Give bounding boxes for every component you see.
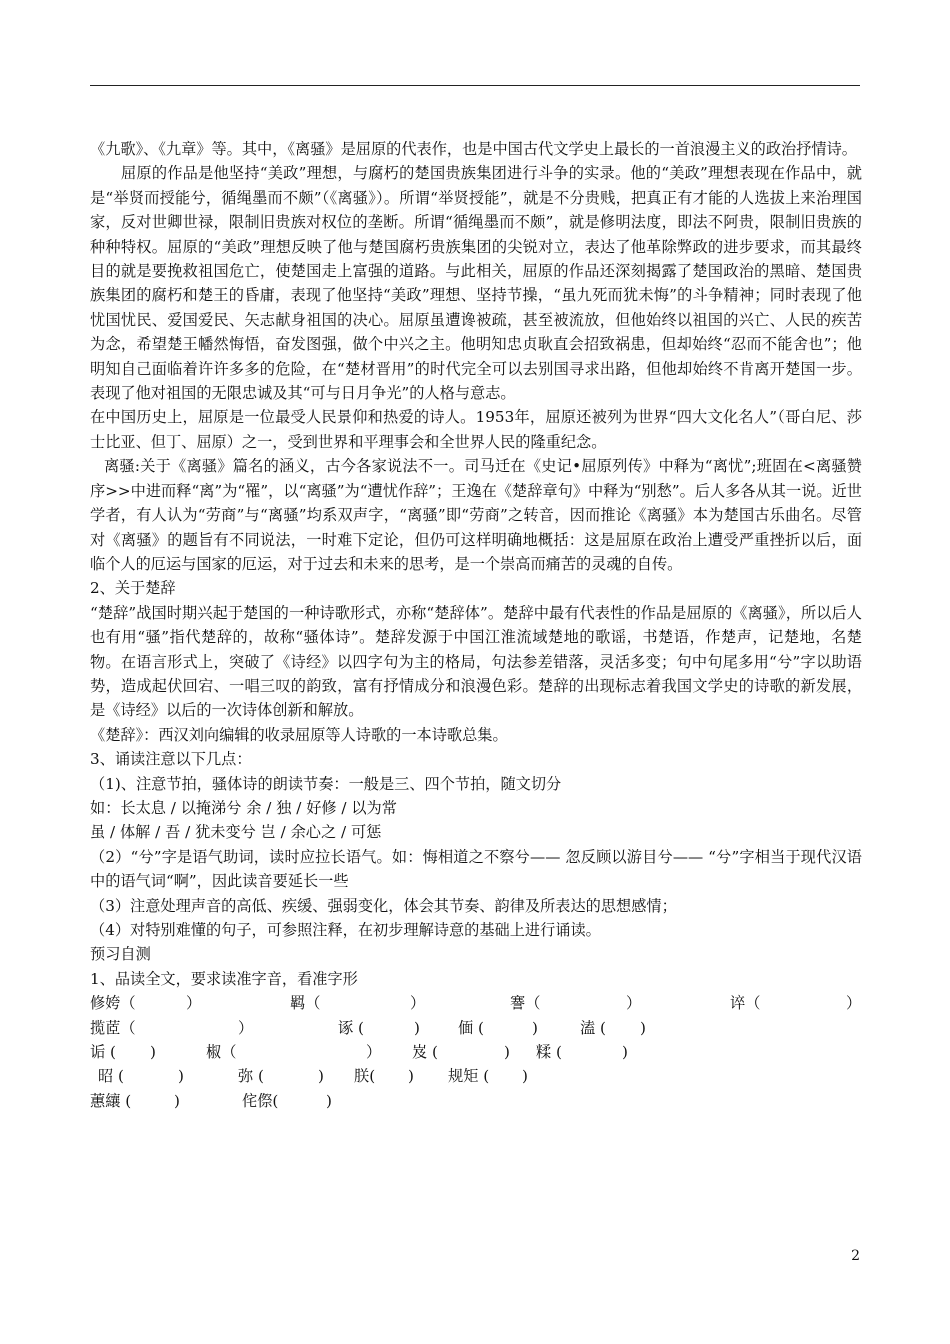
- vocab-close: ): [622, 1043, 628, 1061]
- vocab-close: ): [522, 1067, 528, 1086]
- header-rule: [90, 85, 860, 86]
- vocab-word: 诼 (: [338, 1018, 364, 1037]
- vocab-word: 謇（: [510, 994, 541, 1013]
- vocab-word: 诟 (: [90, 1043, 116, 1061]
- vocab-close: ）: [410, 994, 426, 1013]
- vocab-close: ): [178, 1067, 184, 1086]
- vocab-word: 揽茝（: [90, 1018, 136, 1037]
- vocab-word: 溘 (: [580, 1018, 606, 1037]
- vocab-word: 岌 (: [412, 1043, 438, 1061]
- vocab-row: [90, 1016, 862, 1040]
- paragraph-lisao-title: 离骚:关于《离骚》篇名的涵义，古今各家说法不一。司马迁在《史记•屈原列传》中释为“离忧”;班固在<离骚赞序>>中进而释“离”为“罹”，以“离骚”为“遭忧作辞”；王逸在《楚辞章句》中释为“别愁”。后人多各从其一说。近世学者，有人认为“劳商”与“离骚”均系双声字，“离骚”即“劳商”之转音，因而推论《离骚》本为楚国古乐曲名。尽管对《离骚》的题旨有不同说法，一时难下定论，但仍可这样明确地概括：这是屈原在政治上遭受严重挫折以后，面临个人的厄运与国家的厄运，对于过去和未来的思考，是一个崇高而痛苦的灵魂的自传。: [90, 457, 862, 573]
- vocab-close: ）: [626, 994, 642, 1013]
- vocab-close: ）: [366, 1043, 382, 1061]
- vocab-word: 弥 (: [238, 1067, 264, 1086]
- vocab-close: ): [326, 1091, 332, 1110]
- vocab-close: ）: [238, 1018, 254, 1037]
- vocab-close: ): [640, 1018, 646, 1037]
- example-line-1: 如：长太息 / 以掩涕兮 余 / 独 / 好修 / 以为常: [90, 798, 397, 817]
- vocab-close: ): [414, 1018, 420, 1037]
- vocab-word: 规矩 (: [448, 1067, 490, 1086]
- paragraph-meizheng: 屈原的作品是他坚持“美政”理想，与腐朽的楚国贵族集团进行斗争的实录。他的“美政”理想表现在作品中，就是“举贤而授能兮，循绳墨而不颇”（《离骚》）。所谓“举贤授能”，就是不分贵贱，把真正有才能的人选拔上来治理国家，反对世卿世禄，限制旧贵族对权位的垄断。所谓“循绳墨而不颇”，就是修明法度，即法不阿贵，限制旧贵族的种种特权。屈原的“美政”理想反映了他与楚国腐朽贵族集团的尖锐对立，表达了他革除弊政的进步要求，而其最终目的就是要挽救祖国危亡，使楚国走上富强的道路。与此相关，屈原的作品还深刻揭露了楚国政治的黑暗、楚国贵族集团的腐朽和楚王的昏庸，表现了他坚持“美政”理想、坚持节操，“虽九死而犹未悔”的斗争精神；同时表现了他忧国忧民、爱国爱民、矢志献身祖国的决心。屈原虽遭谗被疏，甚至被流放，但他始终以祖国的兴亡、人民的疾苦为念，希望楚王幡然悔悟，奋发图强，做个中兴之主。他明知忠贞耿直会招致祸患，但却始终“忍而不能舍也”；他明知自己面临着许许多多的危险，在“楚材晋用”的时代完全可以去别国寻求出路，但他却始终不肯离开楚国一步。表现了他对祖国的无限忠诚及其“可与日月争光”的人格与意志。: [90, 164, 862, 403]
- vocab-close: ）: [846, 994, 862, 1013]
- vocab-word: 羁（: [290, 994, 321, 1013]
- vocab-word: 椒（: [206, 1043, 237, 1061]
- vocab-close: ): [318, 1067, 324, 1086]
- note-difficult: （4）对特别难懂的句子，可参照注释，在初步理解诗意的基础上进行诵读。: [90, 921, 601, 939]
- vocab-row: [90, 1089, 862, 1113]
- vocab-close: ): [504, 1043, 510, 1061]
- paragraph-chuci: “楚辞”战国时期兴起于楚国的一种诗歌形式，亦称“楚辞体”。楚辞中最有代表性的作品是屈原的《离骚》，所以后人也有用“骚”指代楚辞的，故称“骚体诗”。楚辞发源于中国江淮流域楚地的歌谣，书楚语，作楚声，记楚地，名楚物。在语言形式上，突破了《诗经》以四字句为主的格局，句法参差错落，灵活多变；句中句尾多用“兮”字以助语势，造成起伏回宕、一唱三叹的韵致，富有抒情成分和浪漫色彩。楚辞的出现标志着我国文学史的诗歌的新发展，是《诗经》以后的一次诗体创新和解放。: [90, 603, 862, 720]
- vocab-close: ): [150, 1043, 156, 1061]
- page-number: 2: [851, 1248, 860, 1264]
- vocab-word: 糅 (: [536, 1043, 562, 1061]
- vocab-close: ）: [186, 994, 202, 1013]
- instruction-pronunciation: 1、品读全文，要求读准字音，看准字形: [90, 969, 358, 988]
- vocab-close: ): [408, 1067, 414, 1086]
- heading-preview-test: 预习自测: [90, 945, 151, 964]
- vocab-close: ): [174, 1091, 180, 1110]
- heading-chuci: 2、关于楚辞: [90, 579, 176, 598]
- vocab-word: 蕙纕 (: [90, 1091, 132, 1110]
- paragraph-intro: 《九歌》、《九章》等。其中，《离骚》是屈原的代表作，也是中国古代文学史上最长的一首浪漫主义的政治抒情诗。: [90, 140, 857, 158]
- vocab-word: 朕(: [354, 1067, 376, 1086]
- note-tone: （3）注意处理声音的高低、疾缓、强弱变化，体会其节奏、韵律及所表达的思想感情；: [90, 896, 677, 915]
- vocab-row: [90, 1064, 862, 1088]
- example-line-2: 虽 / 体解 / 吾 / 犹未变兮 岂 / 余心之 / 可惩: [90, 823, 382, 842]
- vocab-row: [90, 1040, 862, 1064]
- vocab-word: 侘傺(: [242, 1091, 279, 1110]
- vocab-word: 昭 (: [98, 1067, 124, 1086]
- vocab-word: 谇（: [730, 994, 761, 1013]
- paragraph-chuci-book: 《楚辞》：西汉刘向编辑的收录屈原等人诗歌的一本诗歌总集。: [90, 725, 508, 744]
- vocab-word: 修姱（: [90, 994, 136, 1013]
- note-xi: （2）“兮”字是语气助词，读时应拉长语气。如：悔相道之不察兮—— 忽反顾以游目兮—— “兮”字相当于现代汉语中的语气词“啊”，因此读音要延长一些: [90, 847, 862, 891]
- vocab-row: [90, 991, 862, 1015]
- note-rhythm: （1)、注意节拍，骚体诗的朗读节奏：一般是三、四个节拍，随文切分: [90, 774, 562, 793]
- paragraph-history: 在中国历史上，屈原是一位最受人民景仰和热爱的诗人。1953年，屈原还被列为世界“四大文化名人”（哥白尼、莎士比亚、但丁、屈原）之一，受到世界和平理事会和全世界人民的隆重纪念。: [90, 408, 862, 451]
- heading-reading-notes: 3、诵读注意以下几点：: [90, 750, 252, 769]
- vocab-close: ): [532, 1018, 538, 1037]
- vocab-word: 偭 (: [458, 1018, 484, 1037]
- document-body: [90, 137, 862, 1113]
